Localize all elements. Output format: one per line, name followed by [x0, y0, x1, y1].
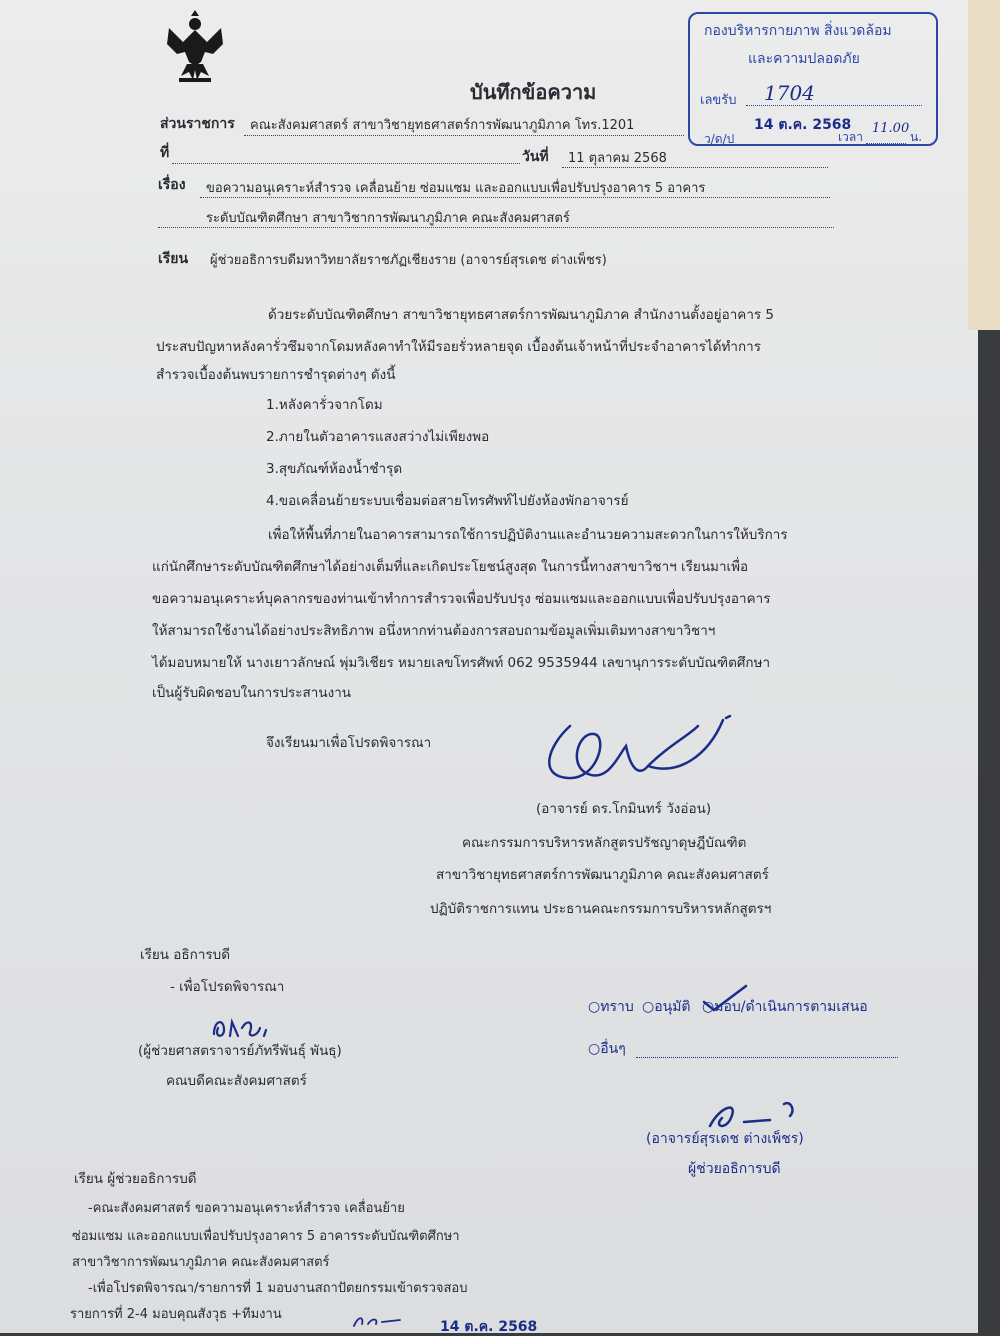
- stamp-receive-number: 1704: [764, 81, 815, 105]
- decision-option-assign: ○มอบ/ดำเนินการตามเสนอ: [702, 999, 868, 1015]
- body-p1-line1: ด้วยระดับบัณฑิตศึกษา สาขาวิชายุทธศาสตร์การพัฒนาภูมิภาค สำนักงานตั้งอยู่อาคาร 5: [268, 307, 775, 323]
- body-p2-line5: ได้มอบหมายให้ นางเยาวลักษณ์ พุ่มวิเชียร หมายเลขโทรศัพท์ 062 9535944 เลขานุการระดับบัณฑิตศึกษา: [152, 655, 771, 671]
- footer-line5: -เพื่อโปรดพิจารณา/รายการที่ 1 มอบงานสถาปัตยกรรมเข้าตรวจสอบ: [88, 1281, 468, 1296]
- agency-value: คณะสังคมศาสตร์ สาขาวิชายุทธศาสตร์การพัฒนาภูมิภาค โทร.1201: [250, 118, 635, 133]
- agency-label: ส่วนราชการ: [160, 116, 235, 132]
- stamp-time-label: เวลา: [838, 130, 863, 144]
- decision-option-other-label: อื่นๆ: [600, 1041, 626, 1057]
- signer-position-3: ปฏิบัติราชการแทน ประธานคณะกรรมการบริหารหลักสูตรฯ: [430, 901, 772, 917]
- decision-option-approve-label: อนุมัติ: [654, 999, 691, 1015]
- body-p2-line6: เป็นผู้รับผิดชอบในการประสานงาน: [152, 685, 352, 701]
- subject-line2: ระดับบัณฑิตศึกษา สาขาวิชาการพัฒนาภูมิภาค คณะสังคมศาสตร์: [206, 211, 570, 226]
- date-label: วันที่: [522, 149, 549, 165]
- stamp-date-value: 14 ต.ค. 2568: [754, 117, 852, 133]
- signer-name: (อาจารย์ ดร.โกมินทร์ วังอ่อน): [536, 801, 712, 817]
- signer-position-1: คณะกรรมการบริหารหลักสูตรปรัชญาดุษฎีบัณฑิต: [462, 835, 747, 851]
- date-value: 11 ตุลาคม 2568: [568, 151, 667, 166]
- subject-label: เรื่อง: [158, 177, 186, 193]
- body-p1-line3: สำรวจเบื้องต้นพบรายการชำรุดต่างๆ ดังนี้: [156, 367, 396, 383]
- assistant-position: ผู้ช่วยอธิการบดี: [688, 1161, 781, 1177]
- stamp-time-unit: น.: [910, 130, 923, 144]
- subject-line1: ขอความอนุเคราะห์สำรวจ เคลื่อนย้าย ซ่อมแซม และออกแบบเพื่อปรับปรุงอาคาร 5 อาคาร: [206, 181, 706, 196]
- footer-line2: -คณะสังคมศาสตร์ ขอความอนุเคราะห์สำรวจ เคลื่อนย้าย: [88, 1201, 405, 1216]
- body-p2-line4: ให้สามารถใช้งานได้อย่างประสิทธิภาพ อนึ่งหากท่านต้องการสอบถามข้อมูลเพิ่มเติมทางสาขาวิชาฯ: [152, 623, 716, 639]
- decision-option-other: ○อื่นๆ: [588, 1041, 626, 1057]
- body-p2-line3: ขอความอนุเคราะห์บุคลากรของท่านเข้าทำการสำรวจเพื่อปรับปรุง ซ่อมแซมและออกแบบเพื่อปรับปรุงอาคาร: [152, 591, 771, 607]
- stamp-date-label: ว/ด/ป: [704, 132, 735, 146]
- footer-line3: ซ่อมแซม และออกแบบเพื่อปรับปรุงอาคาร 5 อาคารระดับบัณฑิตศึกษา: [72, 1229, 460, 1244]
- dean-position: คณบดีคณะสังคมศาสตร์: [166, 1073, 307, 1089]
- footer-line4: สาขาวิชาการพัฒนาภูมิภาค คณะสังคมศาสตร์: [72, 1255, 330, 1270]
- footer-line6: รายการที่ 2-4 มอบคุณสังวุธ +ทีมงาน: [70, 1307, 282, 1322]
- signer-position-2: สาขาวิชายุทธศาสตร์การพัฒนาภูมิภาค คณะสังคมศาสตร์: [436, 867, 769, 883]
- list-item: 2.ภายในตัวอาคารแสงสว่างไม่เพียงพอ: [266, 429, 490, 445]
- assistant-name: (อาจารย์สุรเดช ต่างเพ็ชร): [646, 1131, 804, 1147]
- footer-initials-mark: [350, 1310, 410, 1330]
- to-label: เรียน: [158, 251, 189, 267]
- footer-date: 14 ต.ค. 2568: [440, 1319, 538, 1335]
- dean-to-line: เรียน อธิการบดี: [140, 947, 230, 963]
- body-p2-line2: แก่นักศึกษาระดับบัณฑิตศึกษาได้อย่างเต็มที่และเกิดประโยชน์สูงสุด ในการนี้ทางสาขาวิชาฯ เรียนมาเพื่อ: [152, 559, 749, 575]
- stamp-office-line1: กองบริหารกายภาพ สิ่งแวดล้อม: [704, 23, 892, 39]
- list-item: 1.หลังคารั่วจากโดม: [266, 397, 383, 413]
- stamp-time-value: 11.00: [872, 121, 910, 136]
- body-p1-line2: ประสบปัญหาหลังคารั่วซึมจากโดมหลังคาทำให้มีรอยรั่วหลายจุด เบื้องต้นเจ้าหน้าที่ประจำอาคารได้ทำการ: [156, 339, 762, 355]
- body-p2-line1: เพื่อให้พื้นที่ภายในอาคารสามารถใช้การปฏิบัติงานและอำนวยความสะดวกในการให้บริการ: [268, 527, 788, 543]
- decision-other-dots: [636, 1056, 898, 1058]
- stamp-date-dots: [744, 144, 834, 146]
- garuda-emblem-icon: [163, 14, 227, 86]
- decision-option-assign-label: มอบ/ดำเนินการตามเสนอ: [714, 999, 868, 1015]
- memo-title: บันทึกข้อความ: [470, 80, 597, 104]
- stamp-time-dots: [866, 142, 906, 144]
- to-value: ผู้ช่วยอธิการบดีมหาวิทยาลัยราชภัฏเชียงราย (อาจารย์สุรเดช ต่างเพ็ชร): [210, 253, 607, 268]
- desk-background: [968, 0, 1000, 330]
- ref-label: ที่: [160, 145, 170, 161]
- closing-text: จึงเรียนมาเพื่อโปรดพิจารณา: [266, 735, 432, 751]
- footer-line1: เรียน ผู้ช่วยอธิการบดี: [74, 1171, 197, 1187]
- dean-note: - เพื่อโปรดพิจารณา: [170, 979, 285, 995]
- decision-option-approve: ○อนุมัติ: [642, 999, 691, 1015]
- ref-dots: [172, 162, 520, 164]
- list-item: 4.ขอเคลื่อนย้ายระบบเชื่อมต่อสายโทรศัพท์ไปยังห้องพักอาจารย์: [266, 493, 629, 509]
- decision-option-known: ○ทราบ: [588, 999, 634, 1015]
- decision-check-mark: [700, 984, 750, 1014]
- decision-option-known-label: ทราบ: [600, 999, 634, 1015]
- dean-name: (ผู้ช่วยศาสตราจารย์ภัทรีพันธุ์ พันธุ): [138, 1043, 342, 1059]
- stamp-office-line2: และความปลอดภัย: [748, 51, 860, 67]
- list-item: 3.สุขภัณฑ์ห้องน้ำชำรุด: [266, 461, 403, 477]
- stamp-receive-label: เลขรับ: [700, 93, 737, 108]
- signature-mark: [538, 716, 738, 806]
- dean-signature-mark: [210, 1014, 280, 1042]
